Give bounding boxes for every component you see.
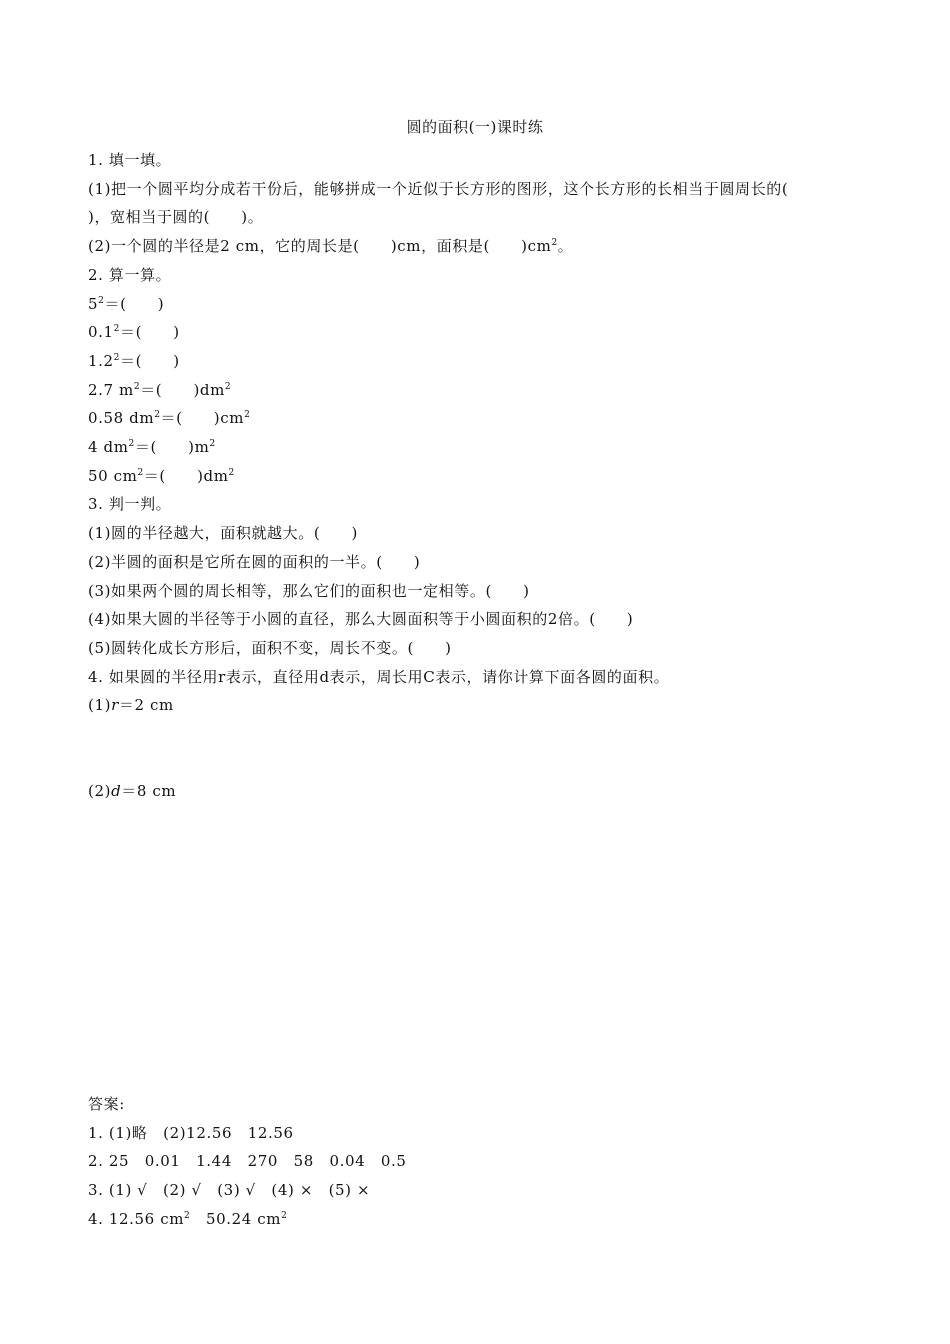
superscript: 2 <box>244 410 251 421</box>
judge-item-2: (2)半圆的面积是它所在圆的面积的一半。( ) <box>88 552 421 571</box>
superscript: 2 <box>281 1210 288 1221</box>
page-title: 圆的面积(一)课时练 <box>406 118 544 136</box>
calc-blank: ＝( ) <box>104 294 165 313</box>
calc-blank: ＝( )cm <box>160 409 245 428</box>
item-number: (2) <box>88 782 112 801</box>
judge-item-5: (5)圆转化成长方形后，面积不变，周长不变。( ) <box>88 638 452 657</box>
calc-blank: ＝( )m <box>134 438 210 457</box>
superscript: 2 <box>209 439 216 450</box>
item-value: ＝8 cm <box>121 782 177 801</box>
question-1-item-1-line-1: (1)把一个圆平均分成若干份后，能够拼成一个近似于长方形的图形，这个长方形的长相当于圆周长的( <box>88 179 789 198</box>
q1-item2-end: 。 <box>557 237 574 256</box>
question-1-item-1-line-2: )，宽相当于圆的( )。 <box>88 208 264 227</box>
question-2-heading: 2. 算一算。 <box>88 265 172 284</box>
calc-expr: 50 cm <box>88 466 138 485</box>
calc-expr: 2.7 m <box>88 380 134 399</box>
answer-line-3: 3. (1) √ (2) √ (3) √ (4) × (5) × <box>88 1181 371 1200</box>
judge-item-1: (1)圆的半径越大，面积就越大。( ) <box>88 524 358 543</box>
work-space <box>88 720 878 777</box>
judge-item-3: (3)如果两个圆的周长相等，那么它们的面积也一定相等。( ) <box>88 581 530 600</box>
question-4-item-2 <box>88 777 878 806</box>
calc-blank: ＝( )dm <box>140 380 225 399</box>
answer-line-1: 1. (1)略 (2)12.56 12.56 <box>88 1123 294 1142</box>
judge-item-4: (4)如果大圆的半径等于小圆的直径，那么大圆面积等于小圆面积的2倍。( ) <box>88 610 634 629</box>
question-1-item-2 <box>88 232 878 261</box>
answers-heading: 答案: <box>88 1095 125 1113</box>
superscript: 2 <box>154 410 161 421</box>
answer-line-2: 2. 25 0.01 1.44 270 58 0.04 0.5 <box>88 1152 407 1171</box>
question-4-heading: 4. 如果圆的半径用r表示，直径用d表示，周长用C表示，请你计算下面各圆的面积。 <box>88 667 670 686</box>
superscript: 2 <box>113 324 120 335</box>
calc-item-4 <box>88 376 878 405</box>
calc-expr: 0.58 dm <box>88 409 155 428</box>
item-number: (1) <box>88 696 112 715</box>
question-3-heading: 3. 判一判。 <box>88 495 172 514</box>
answer-value: 4. 12.56 cm <box>88 1209 185 1228</box>
superscript: 2 <box>184 1210 191 1221</box>
calc-expr: 1.2 <box>88 351 114 370</box>
calc-expr: 0.1 <box>88 323 114 342</box>
questions-section <box>88 146 878 806</box>
answers-section <box>88 1090 878 1234</box>
variable-d: d <box>111 782 122 801</box>
answer-line-4 <box>88 1205 878 1234</box>
calc-item-2 <box>88 318 878 347</box>
calc-item-5 <box>88 404 878 433</box>
question-1-heading: 1. 填一填。 <box>88 151 172 169</box>
calc-item-6 <box>88 433 878 462</box>
superscript: 2 <box>137 467 144 478</box>
calc-expr: 4 dm <box>88 438 129 457</box>
superscript: 2 <box>224 381 232 392</box>
calc-item-3 <box>88 347 878 376</box>
answer-value: 50.24 cm <box>190 1209 282 1228</box>
q1-item2-text: (2)一个圆的半径是2 cm，它的周长是( )cm，面积是( )cm <box>88 237 552 256</box>
calc-blank: ＝( ) <box>119 351 180 370</box>
calc-item-7 <box>88 462 878 491</box>
superscript: 2 <box>133 381 141 392</box>
calc-blank: ＝( )dm <box>143 466 229 485</box>
superscript: 2 <box>551 238 558 249</box>
superscript: 2 <box>98 295 105 306</box>
calc-expr: 5 <box>88 294 99 313</box>
superscript: 2 <box>113 352 120 363</box>
superscript: 2 <box>128 439 135 450</box>
variable-r: r <box>111 696 119 715</box>
calc-blank: ＝( ) <box>119 323 180 342</box>
item-value: ＝2 cm <box>118 696 174 715</box>
calc-item-1 <box>88 290 878 319</box>
question-4-item-1 <box>88 691 878 720</box>
superscript: 2 <box>228 467 235 478</box>
